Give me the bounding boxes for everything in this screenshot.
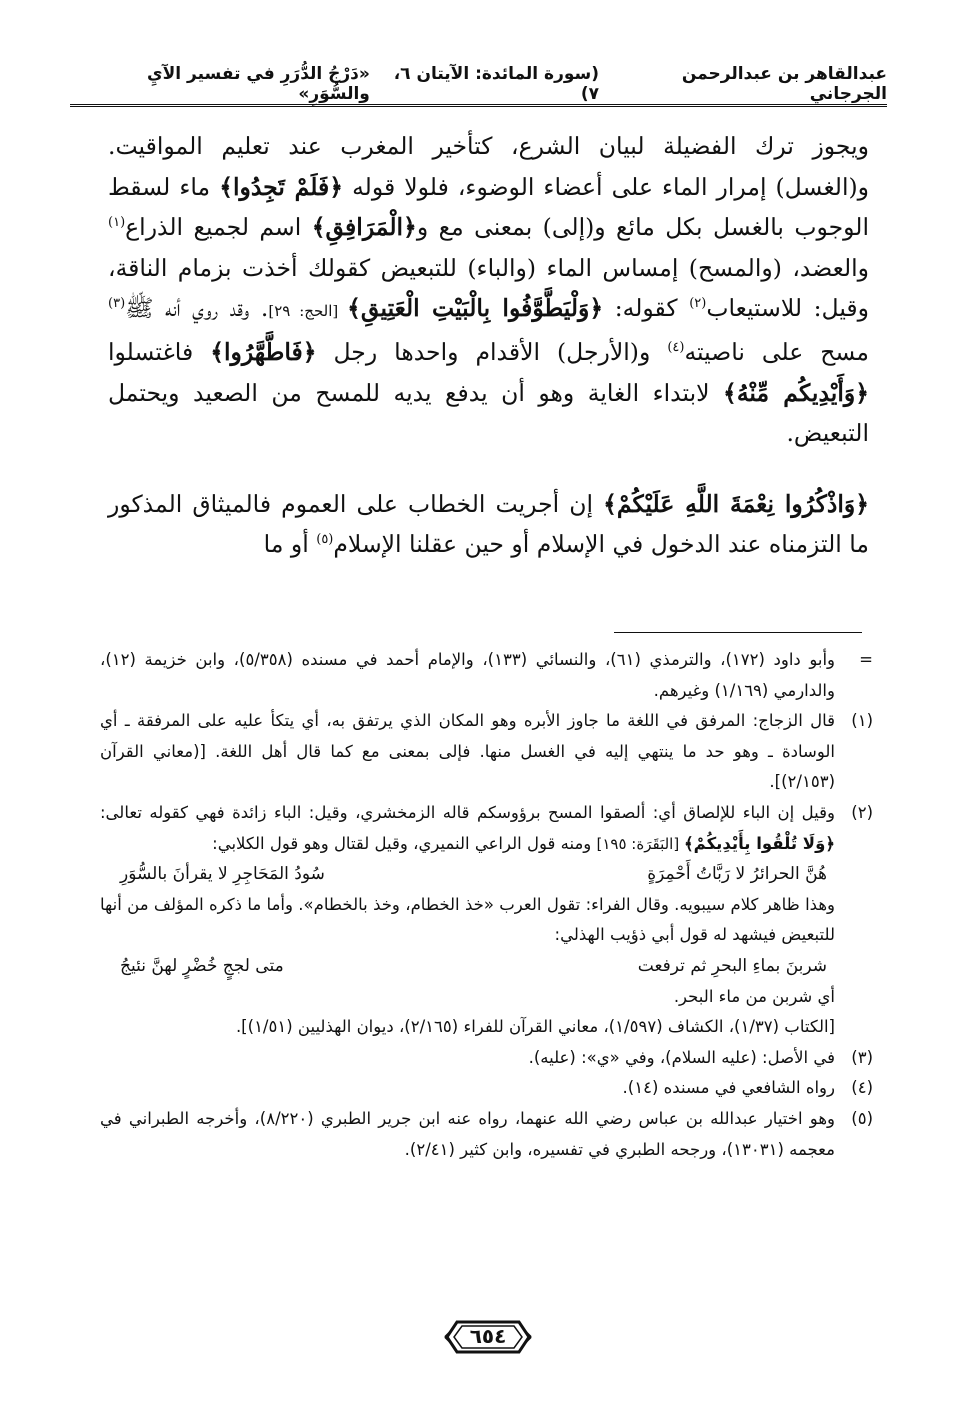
paragraph-2: ﴿وَاذْكُرُوا نِعْمَةَ اللَّهِ عَلَيْكُمْ﴾ إن أجريت الخطاب على العموم فالميثاق المذكور ما التزمناه عند الدخول في الإسلام أو حين عقلنا الإسلام$^{(٥)}$ أو ما [108,489,869,559]
quran-quote: ﴿وَلْيَطَّوَّفُوا بِالْبَيْتِ الْعَتِيقِ﴾ [347,294,604,323]
header-book-title: «دَرْجُ الدُّرَرِ في تفسير الآيِ والسُّوَرِ» [147,64,370,104]
poetry-verse-1 [100,859,835,890]
footnote-ref-3[interactable]: (٣) [108,296,126,312]
footnote-number: = [859,650,873,669]
header-divider [70,104,887,107]
quran-quote: ﴿وَلَا تُلْقُوا بِأَيْدِيكُمْ﴾ [683,833,835,853]
footnote-ref-5[interactable]: (٥) [316,532,334,548]
verse-citation: [البَقَرَة: ١٩٥] [596,834,684,853]
footnote-continued: = وأبو داود (١٧٢)، والترمذي (٦١)، والنسائي (١٣٣)، والإمام أحمد في مسنده (٥/٣٥٨)، وابن خزيمة (١٢)، والدارمي (١/١٦٩) وغيرهم. [100,645,873,706]
verse-citation: [الحج: ٢٩] [268,302,348,321]
poetry-verse-2 [100,951,835,982]
verse-hemistich-left: متى لججٍ خُضْرٍ لهنَّ نئيجُ [120,955,284,976]
verse-hemistich-right: هُنَّ الحرائرُ لا رَبَّاتُ أَحْمِرَةٍ [647,864,827,885]
footnote-1: (١) قال الزجاج: المرفق في اللغة ما جاوز الأبره وهو المكان الذي يرتفق به، أي يتكأ عليه على المرفقة ـ أي الوسادة ـ وهو حد ما ينتهي إليه في الغسل منها. فإلى بمعنى مع كما قال أهل اللغة. [(معاني القرآن (٢/١٥٣)]. [100,706,873,798]
header-surah: (سورة المائدة: الآيتان ٦، ٧) [393,64,599,104]
verse-hemistich-left: سُودُ المَحَاجِرِ لا يقرأنَ بالسُّوَرِ [120,864,325,885]
footnote-ref-4[interactable]: (٤) [667,340,685,356]
footnote-number: (١) [851,711,873,731]
verse-hemistich-right: شربنَ بماءِ البحرِ ثم ترفعت [637,955,827,976]
footnote-3: (٣) في الأصل: (عليه السلام)، وفي «ي»: (عليه). [100,1043,873,1074]
quran-quote: ﴿وَاذْكُرُوا نِعْمَةَ اللَّهِ عَلَيْكُمْ﴾ [603,489,869,518]
running-header [70,64,887,104]
page-number-ornament [443,1316,533,1358]
quran-quote: ﴿الْمَرَافِقِ﴾ [311,213,417,242]
footnote-number: (٥) [851,1108,873,1128]
quran-quote: ﴿وَأَيْدِيكُم مِّنْهُ﴾ [723,378,869,407]
quran-quote: ﴿فَلَمْ تَجِدُوا﴾ [219,172,344,201]
footnote-5: (٥) وهو اختيار عبدالله بن عباس رضي الله عنهما، رواه عنه ابن جرير الطبري (٨/٢٢٠)، وأخرجه الطبراني في معجمه (١٣٠٣١)، ورجحه الطبري في تفسيره، وابن كثير (٢/٤١). [100,1104,873,1165]
main-text [108,126,869,565]
footnote-4: (٤) رواه الشافعي في مسنده (١٤). [100,1073,873,1104]
footnote-ref-2[interactable]: (٢) [689,296,707,312]
footnote-ref-1[interactable]: (١) [108,215,126,231]
quran-quote: ﴿فَاطَّهَّرُوا﴾ [210,337,317,366]
page-number: ٦٥٤ [469,1324,507,1348]
footnote-number: (٣) [851,1047,873,1067]
footnote-divider [614,632,862,633]
paragraph-1: ويجوز ترك الفضيلة لبيان الشرع، كتأخير المغرب عند تعليم المواقيت. و(الغسل) إمرار الماء على أعضاء الوضوء، فلولا قوله ﴿فَلَمْ تَجِدُوا﴾ ماء لسقط الوجوب بالغسل بكل مائع و(إلى) بمعنى مع و﴿الْمَرَافِقِ﴾ اسم لجميع الذراع$^{(١)}$ والعضد، (والمسح) إمساس الماء (والباء) للتبعيض كقولك أخذت بزمام الناقة، وقيل: للاستيعاب$^{(٢)}$ كقوله: ﴿وَلْيَطَّوَّفُوا بِالْبَيْتِ الْعَتِيقِ﴾ [الحج: ٢٩]. وقد روي أنه ﷺ$^{(٣)}$ مسح على ناصيته$^{(٤)}$ و(الأرجل) الأقدام واحدها رجل ﴿فَاطَّهَّرُوا﴾ فاغتسلوا ﴿وَأَيْدِيكُم مِّنْهُ﴾ لابتداء الغاية وهو أن يدفع يديه للمسح من الصعيد ويحتمل التبعيض. [108,132,869,448]
footnote-2: (٢) وقيل إن الباء للإلصاق أي: ألصقوا المسح برؤوسكم قاله الزمخشري، وقيل: الباء زائدة فهي كقوله تعالى: ﴿وَلَا تُلْقُوا بِأَيْدِيكُمْ﴾ [البَقَرَة: ١٩٥] ومنه قول الراعي النميري، وقيل لقتال وهو قول الكلابي: هُنَّ الحرائرُ لا رَبَّاتُ أَحْمِرَةٍ سُودُ المَحَاجِرِ لا يقرأنَ بالسُّوَرِ وهذا ظاهر كلام سيبويه. وقال الفراء: تقول العرب «خذ الخطام، وخذ بالخطام». وأما ما ذكره المؤلف من أنها للتبعيض فيشهد له قول أبي ذؤيب الهذلي: شربنَ بماءِ البحرِ ثم ترفعت متى لججٍ خُضْرٍ لهنَّ نئيجُ أي شربن من ماء البحر. [الكتاب (١/٣٧)، الكشاف (١/٥٩٧)، معاني القرآن للفراء (٢/١٦٥)، ديوان الهذليين (١/٥١)]. [100,798,873,1043]
header-author: عبدالقاهر بن عبدالرحمن الجرجاني [681,64,887,104]
footnotes [100,645,873,1165]
footnote-number: (٢) [851,802,873,822]
footnote-number: (٤) [851,1078,873,1098]
